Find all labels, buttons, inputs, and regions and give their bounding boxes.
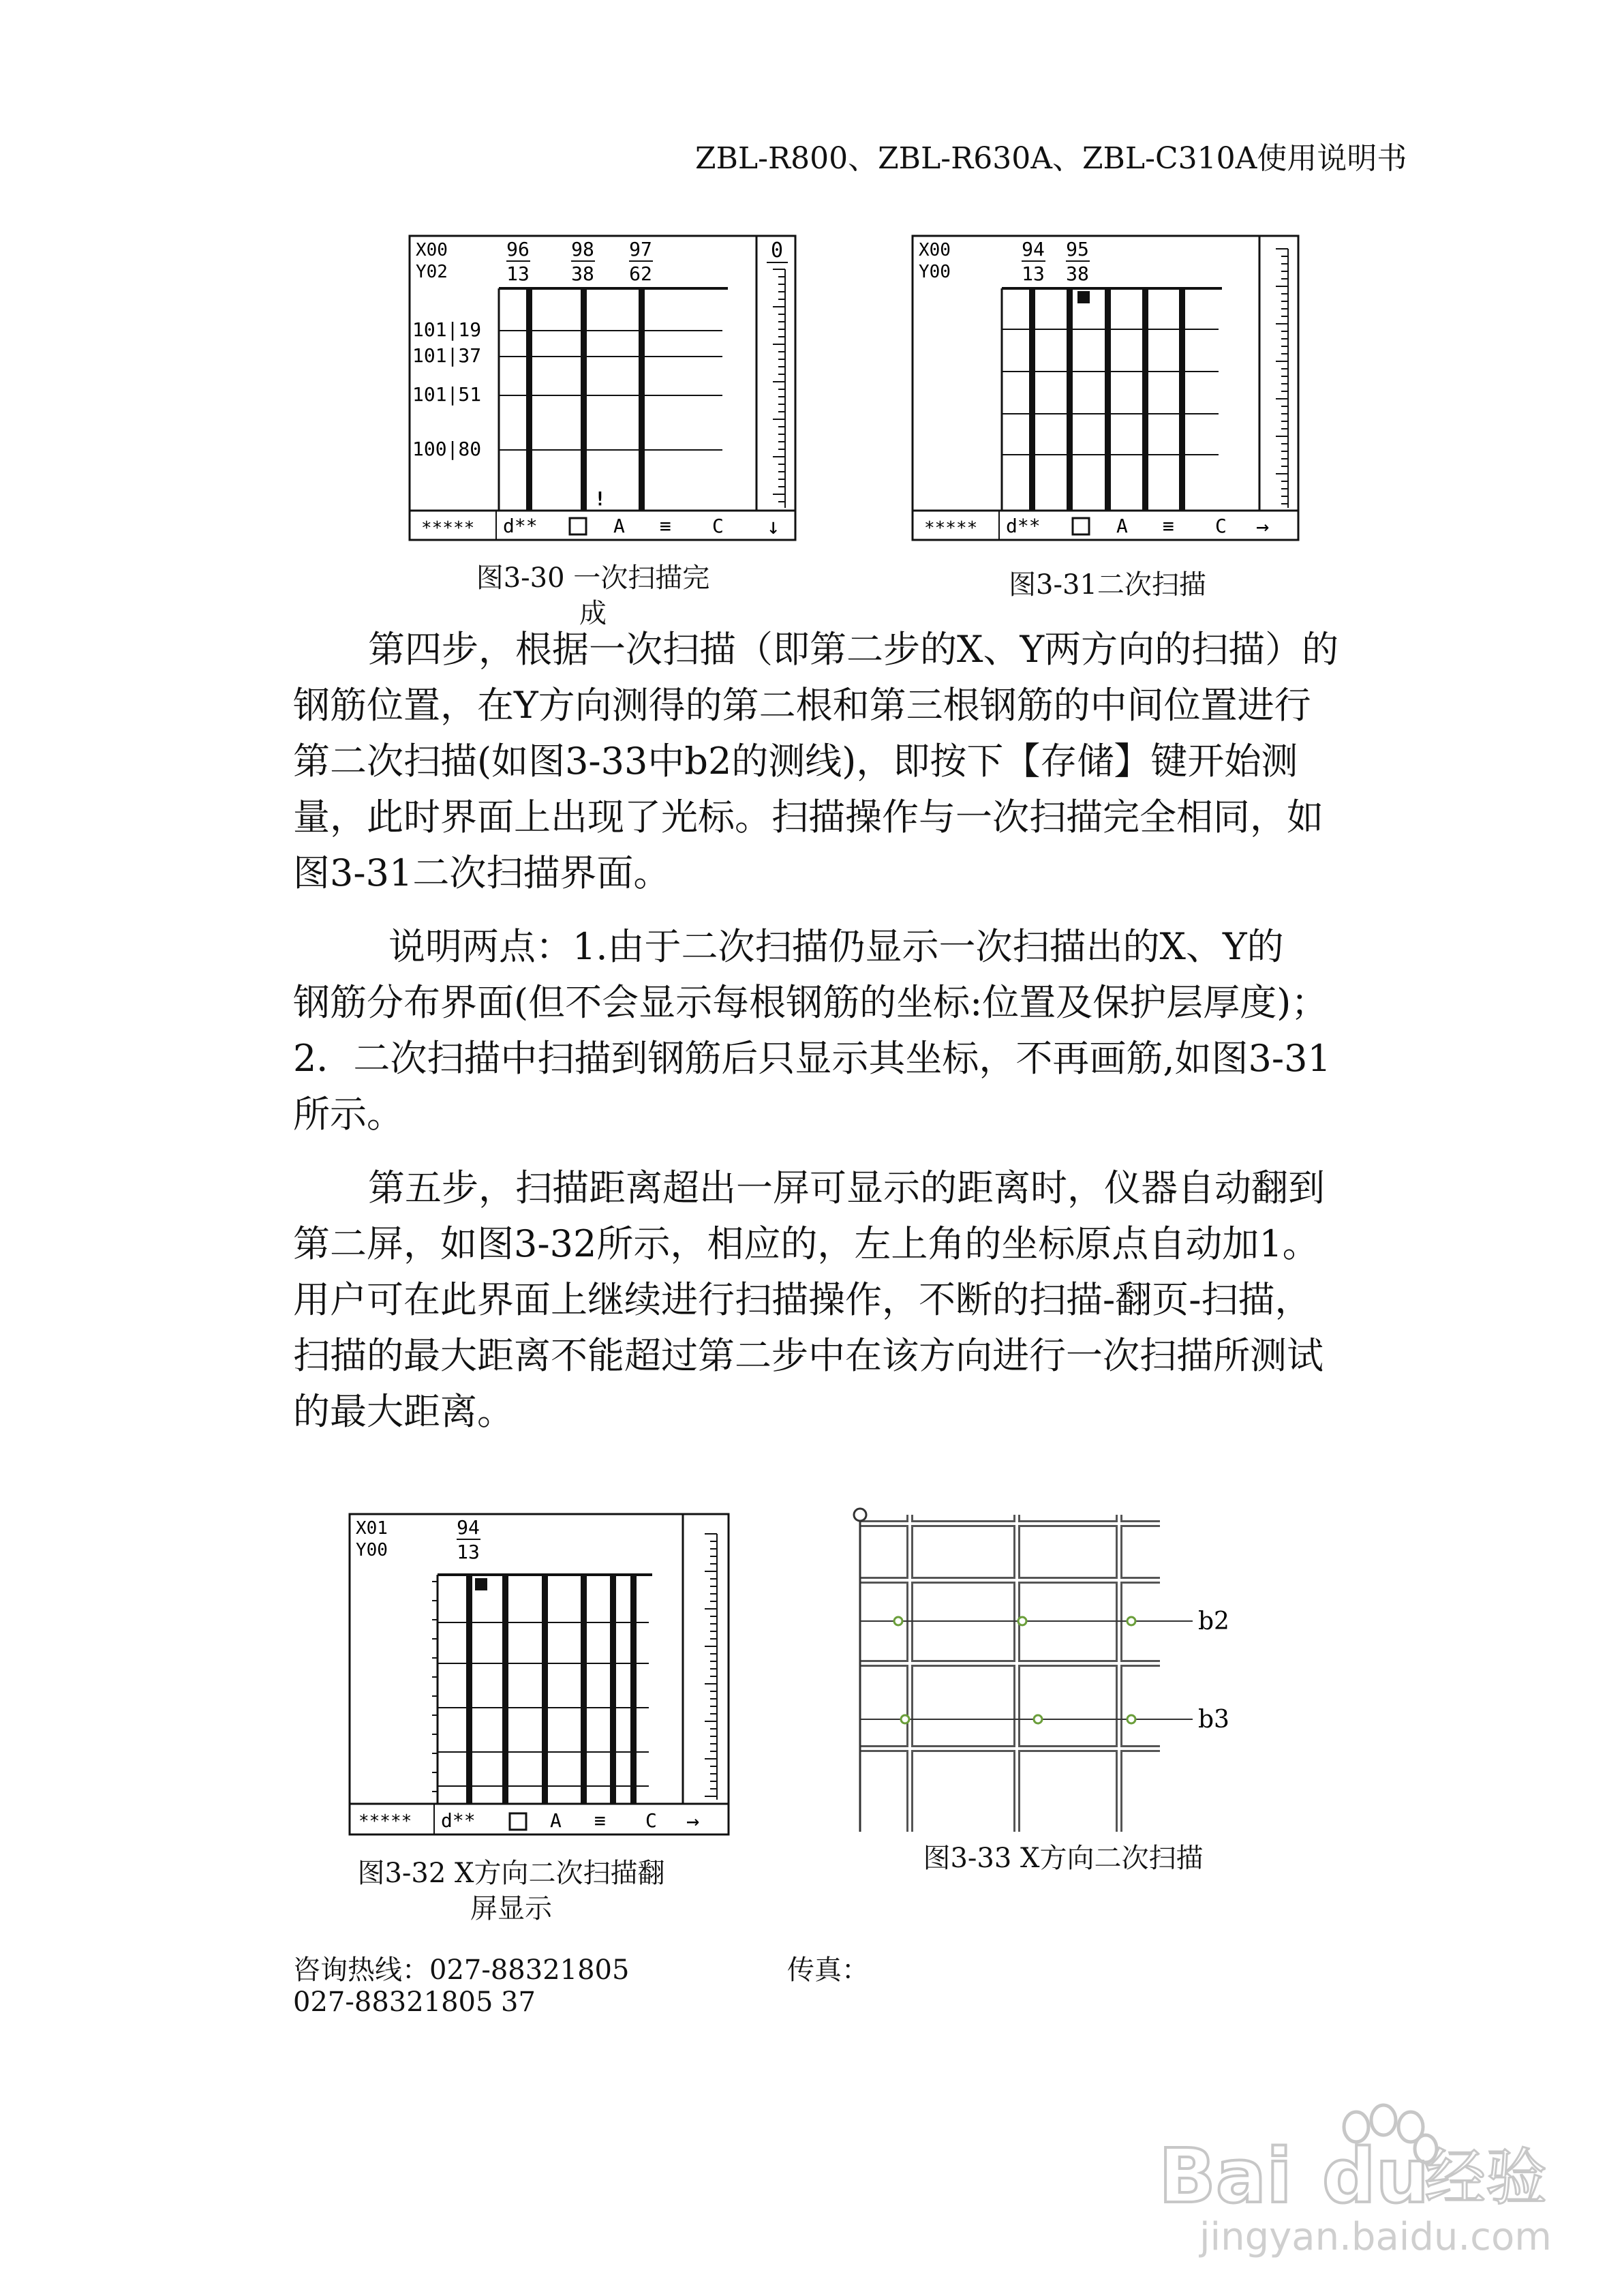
fig32-y-origin: Y00 [356, 1540, 388, 1560]
fig30-marker: ! [594, 487, 606, 510]
watermark-url: jingyan.baidu.com [1199, 2215, 1552, 2259]
svg-text:13: 13 [1022, 262, 1045, 285]
figure-3-31-caption: 图3-31二次扫描 [1009, 569, 1206, 601]
fig32-right-arrow-icon: → [686, 1808, 700, 1834]
fig31-right-arrow-icon: → [1256, 513, 1270, 539]
fig31-top-coord-1 [1022, 238, 1045, 285]
fig30-status-depth: d** [503, 515, 538, 537]
fig31-top-coord-2 [1066, 238, 1090, 285]
fig30-down-arrow-icon: ↓ [767, 513, 780, 539]
fig32-menu-icon: ≡ [594, 1809, 606, 1832]
fig30-left-coord-4: 100|80 [412, 438, 482, 460]
fig31-x-origin: X00 [919, 240, 951, 260]
figure-3-33-caption: 图3-33 X方向二次扫描 [923, 1843, 1204, 1874]
fig30-top-coord-1 [506, 238, 530, 285]
fig30-y-origin: Y02 [416, 262, 448, 282]
svg-text:13: 13 [457, 1541, 480, 1563]
svg-text:96: 96 [506, 238, 530, 260]
fig30-rebar-3 [639, 290, 645, 511]
fig30-x-origin: X00 [416, 240, 448, 260]
fig30-status-c: C [712, 515, 724, 537]
fig33-label-b3: b3 [1198, 1706, 1229, 1734]
figure-3-33-diagram [845, 1500, 1254, 1834]
svg-text:94: 94 [457, 1516, 480, 1539]
watermark-cn: 经验 [1424, 2142, 1547, 2214]
figure-3-32-caption: 图3-32 X方向二次扫描翻 屏显示 [357, 1858, 665, 1924]
fig31-menu-icon: ≡ [1163, 515, 1174, 537]
footer-hotline: 咨询热线：027-88321805 [293, 1954, 630, 1986]
fig30-status-stars: ***** [421, 518, 475, 539]
svg-text:97: 97 [629, 238, 652, 260]
svg-text:94: 94 [1022, 238, 1045, 260]
figure-3-31-screen [912, 235, 1300, 542]
svg-text:62: 62 [629, 262, 652, 285]
watermark-brand: Bai [1159, 2132, 1292, 2220]
figure-3-30-caption: 图3-30 一次扫描完 成 [476, 562, 710, 629]
fig30-left-coord-1: 101|19 [412, 318, 482, 341]
fig33-label-b2: b2 [1198, 1607, 1229, 1635]
fig32-cursor [475, 1578, 487, 1590]
svg-text:38: 38 [571, 262, 594, 285]
svg-text:98: 98 [571, 238, 594, 260]
page-number: 37 [501, 1987, 536, 2018]
fig31-status-depth: d** [1006, 515, 1041, 537]
fig30-scale-value: 0 [770, 239, 784, 262]
fig32-status-c: C [645, 1809, 657, 1832]
fig31-status-stars: ***** [924, 518, 978, 539]
fig32-x-origin: X01 [356, 1518, 388, 1539]
fig30-top-coord-2 [571, 238, 595, 285]
fig30-left-coord-2: 101|37 [412, 344, 482, 367]
fig30-left-coord-3: 101|51 [412, 383, 482, 406]
svg-text:13: 13 [506, 262, 530, 285]
svg-text:95: 95 [1066, 238, 1089, 260]
paragraph-step-five: 第五步，扫描距离超出一屏可显示的距离时，仪器自动翻到 第二屏，如图3-32所示，相应的，左上角的坐标原点自动加1。 用户可在此界面上继续进行扫描操作，不断的扫描-翻页-扫描， 扫描的最大距离不能超过第二步中在该方向进行一次扫描所测试 的最大距离。 [293, 1166, 1325, 1433]
footer-fax-number: 027-88321805 [293, 1987, 493, 2018]
fig31-status-c: C [1215, 515, 1227, 537]
fig30-menu-icon: ≡ [660, 515, 671, 537]
figure-3-32-screen [349, 1513, 731, 1837]
fig30-rebar-1 [526, 290, 532, 511]
svg-text:38: 38 [1066, 262, 1089, 285]
fig32-status-stars: ***** [358, 1811, 412, 1832]
paragraph-notes: 说明两点：1.由于二次扫描仍显示一次扫描出的X、Y的 钢筋分布界面(但不会显示每根钢筋的坐标:位置及保护层厚度)； 2．二次扫描中扫描到钢筋后只显示其坐标，不再画筋,如图3-31 所示。 [293, 925, 1331, 1136]
fig33-origin-point [854, 1509, 866, 1521]
fig30-rebar-2 [581, 290, 587, 511]
fig32-top-coord-1 [457, 1516, 480, 1563]
fig31-y-origin: Y00 [919, 262, 951, 282]
fig31-cursor [1077, 291, 1090, 303]
paragraph-step-four: 第四步，根据一次扫描（即第二步的X、Y两方向的扫描）的 钢筋位置，在Y方向测得的第二根和第三根钢筋的中间位置进行 第二次扫描(如图3-33中b2的测线)，即按下【存储】键开始测 量，此时界面上出现了光标。扫描操作与一次扫描完全相同，如 图3-31二次扫描界面。 [293, 628, 1339, 894]
baidu-jingyan-watermark [1152, 2100, 1552, 2263]
figure-3-30-screen [409, 235, 797, 542]
watermark-brand-du: du [1322, 2132, 1430, 2220]
fig32-status-depth: d** [441, 1809, 476, 1832]
document-header: ZBL-R800、ZBL-R630A、ZBL-C310A使用说明书 [695, 141, 1407, 176]
fig30-top-coord-3 [629, 238, 653, 285]
fig31-status-a: A [1116, 515, 1128, 537]
footer-fax-label: 传真： [787, 1954, 869, 1986]
fig32-status-a: A [550, 1809, 562, 1832]
fig30-status-a: A [613, 515, 625, 537]
